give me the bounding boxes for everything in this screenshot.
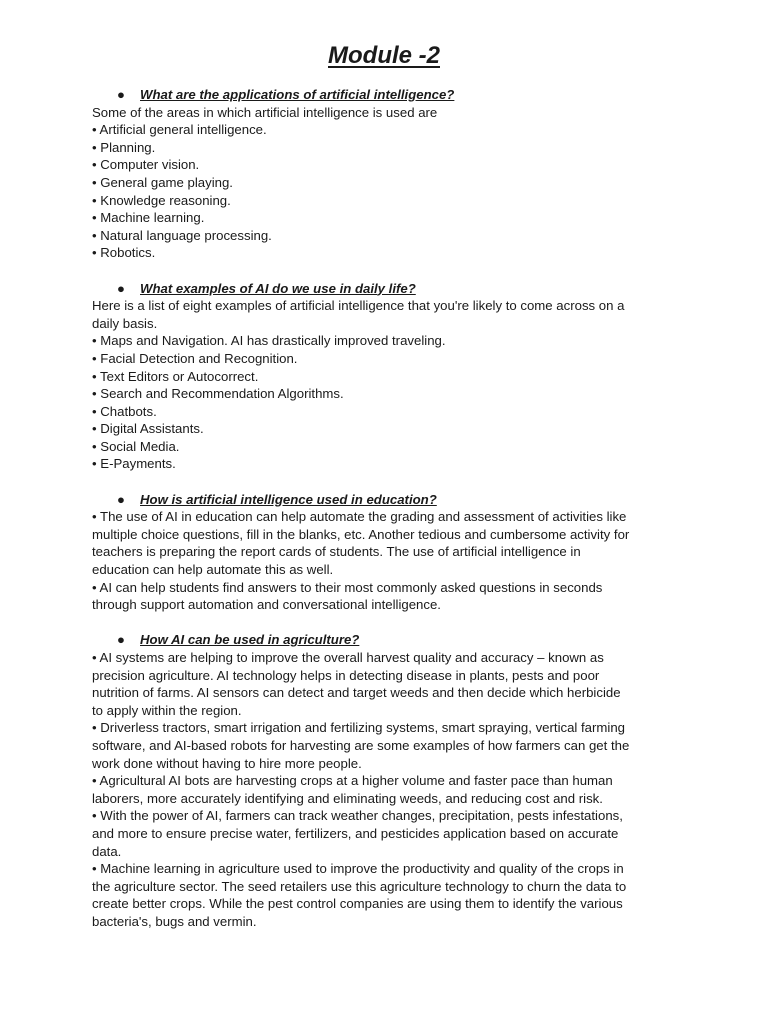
text-line: • Driverless tractors, smart irrigation and fertilizing systems, smart spraying, vertical farming bbox=[92, 720, 625, 736]
list-item: • Robotics. bbox=[92, 245, 156, 261]
section-heading bbox=[92, 491, 682, 509]
bullet-icon: ● bbox=[117, 280, 125, 296]
text-line: data. bbox=[92, 843, 122, 859]
list-item: • Computer vision. bbox=[92, 157, 200, 173]
section-heading-text: How is artificial intelligence used in education? bbox=[140, 491, 437, 507]
list-item: • Knowledge reasoning. bbox=[92, 192, 231, 208]
section-heading-text: What examples of AI do we use in daily life? bbox=[140, 280, 416, 296]
text-line: Some of the areas in which artificial intelligence is used are bbox=[92, 104, 438, 120]
text-line: through support automation and conversational intelligence. bbox=[92, 597, 441, 613]
text-line: teachers is preparing the report cards of students. The use of artificial intelligence in bbox=[92, 544, 581, 560]
list-item: • Artificial general intelligence. bbox=[92, 122, 267, 138]
text-line: the agriculture sector. The seed retailers use this agriculture technology to churn the data to bbox=[92, 878, 627, 894]
section-ai-education bbox=[92, 491, 682, 614]
list-item: • Machine learning. bbox=[92, 210, 205, 226]
text-line: nutrition of farms. AI sensors can detect and target weeds and then decide which herbicide bbox=[92, 685, 621, 701]
text-line: • AI systems are helping to improve the overall harvest quality and accuracy – known as bbox=[92, 650, 604, 665]
text-line: • With the power of AI, farmers can track weather changes, precipitation, pests infestations, bbox=[92, 808, 623, 824]
bullet-icon: ● bbox=[117, 491, 125, 507]
list-item: • Natural language processing. bbox=[92, 227, 272, 243]
section-body bbox=[92, 297, 682, 473]
text-line: Here is a list of eight examples of artificial intelligence that you're likely to come across on a bbox=[92, 298, 625, 314]
list-item: • Digital Assistants. bbox=[92, 421, 204, 437]
text-line: and more to ensure precise water, fertilizers, and pesticides application based on accurate bbox=[92, 825, 619, 841]
section-ai-applications bbox=[92, 86, 682, 262]
section-body bbox=[92, 104, 682, 262]
bullet-icon: ● bbox=[117, 87, 125, 102]
list-item: • Chatbots. bbox=[92, 403, 157, 419]
text-line: • The use of AI in education can help automate the grading and assessment of activities like bbox=[92, 509, 627, 525]
text-line: precision agriculture. AI technology helps in detecting disease in plants, pests and poor bbox=[92, 667, 600, 683]
section-ai-daily-life bbox=[92, 280, 682, 474]
document-body bbox=[92, 86, 682, 948]
section-heading-text: How AI can be used in agriculture? bbox=[140, 632, 360, 648]
text-line: software, and AI-based robots for harvesting are some examples of how farmers can get the bbox=[92, 737, 630, 753]
section-body bbox=[92, 649, 682, 931]
section-heading bbox=[92, 280, 682, 298]
text-line: create better crops. While the pest control companies are using them to identify the various bbox=[92, 896, 623, 912]
list-item: • Facial Detection and Recognition. bbox=[92, 350, 298, 366]
text-line: multiple choice questions, fill in the blanks, etc. Another tedious and cumbersome activity for bbox=[92, 526, 630, 542]
section-body bbox=[92, 508, 682, 614]
section-heading-text: What are the applications of artificial intelligence? bbox=[140, 87, 455, 102]
text-line: • AI can help students find answers to their most commonly asked questions in seconds bbox=[92, 579, 603, 595]
list-item: • Planning. bbox=[92, 139, 156, 155]
text-line: work done without having to hire more people. bbox=[92, 755, 362, 771]
text-line: daily basis. bbox=[92, 315, 158, 331]
text-line: laborers, more accurately identifying and eliminating weeds, and reducing cost and risk. bbox=[92, 790, 603, 806]
list-item: • General game playing. bbox=[92, 174, 233, 190]
list-item: • Maps and Navigation. AI has drastically improved traveling. bbox=[92, 333, 446, 349]
section-heading bbox=[92, 631, 682, 649]
list-item: • E-Payments. bbox=[92, 456, 176, 472]
list-item: • Text Editors or Autocorrect. bbox=[92, 368, 259, 384]
text-line: bacteria's, bugs and vermin. bbox=[92, 913, 257, 929]
text-line: education can help automate this as well. bbox=[92, 562, 334, 578]
text-line: • Machine learning in agriculture used to improve the productivity and quality of the crops in bbox=[92, 861, 624, 877]
text-line: • Agricultural AI bots are harvesting crops at a higher volume and faster pace than human bbox=[92, 773, 613, 789]
bullet-icon: ● bbox=[117, 632, 125, 648]
section-ai-agriculture bbox=[92, 631, 682, 930]
page-title: Module -2 bbox=[328, 42, 440, 69]
text-line: to apply within the region. bbox=[92, 702, 242, 718]
list-item: • Search and Recommendation Algorithms. bbox=[92, 386, 344, 402]
section-heading bbox=[92, 86, 682, 104]
list-item: • Social Media. bbox=[92, 438, 180, 454]
